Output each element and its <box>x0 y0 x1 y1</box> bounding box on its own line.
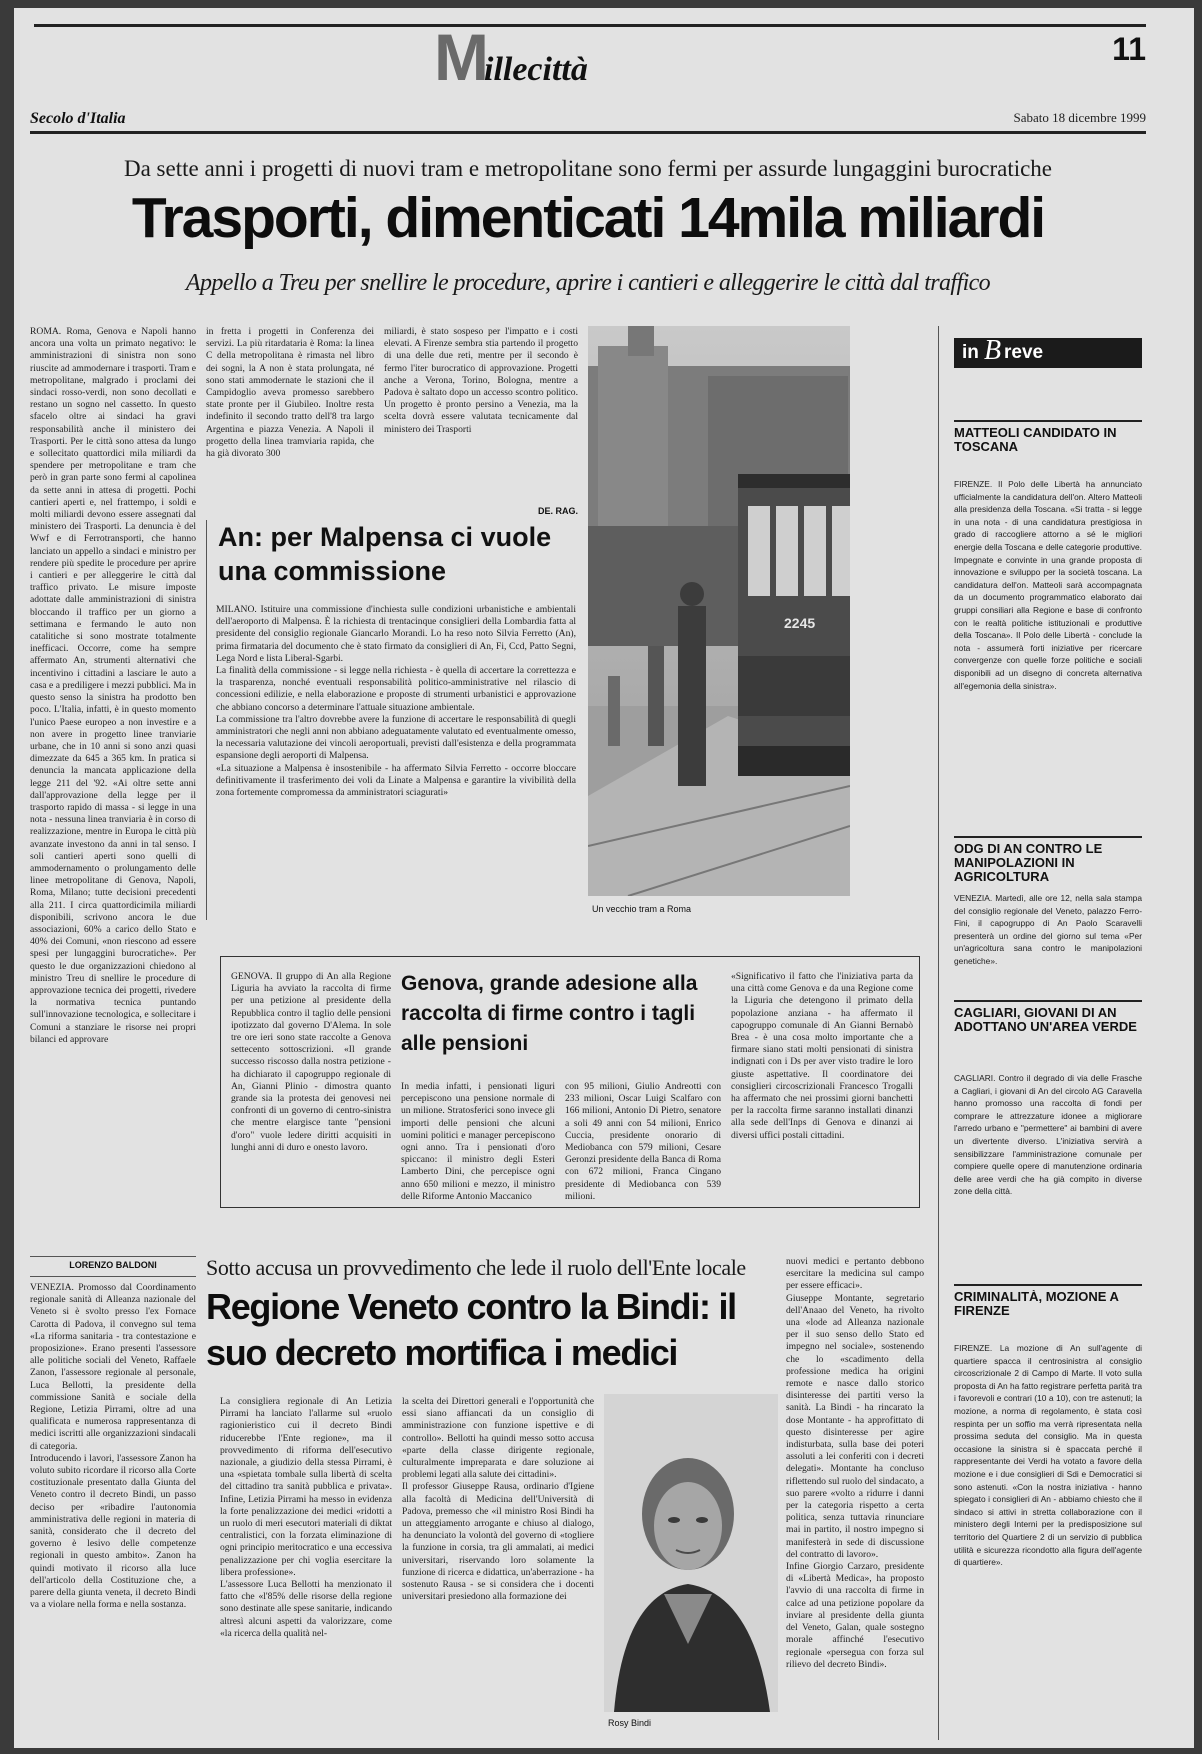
lead-byline: DE. RAG. <box>537 506 578 516</box>
tram-photo <box>588 326 850 896</box>
genova-col-1: GENOVA. Il gruppo di An alla Regione Liguria ha avviato la raccolta di firme per una petizione al presidente della Repubblica contro il taglio delle pensioni ipotizzato dal governo D'Alema. In sole tre ore ieri sono state raccolte a Genova settecento sottoscrizioni. «Il grande successo riscosso dalla nostra petizione - ha dichiarato il capogruppo regionale di An, Gianni Plinio - dimostra quanto grande sia la protesta dei genovesi nei confronti di un governo di centro-sinistra che mentre elargisce tante "pensioni d'oro" vuole ledere diritti acquisiti in lunghi anni di duro e onesto lavoro. <box>231 971 391 1153</box>
section-title-initial: M <box>434 30 489 92</box>
brief-2-body: VENEZIA. Martedì, alle ore 12, nella sala stampa del consiglio regionale del Veneto, palazzo Ferro-Fini, il capogruppo di An Paolo Scaravelli presenterà un ordine del giorno sul tema «Per un'agricoltura sana contro le manipolazioni genetiche». <box>954 893 1142 966</box>
top-rule <box>34 24 1146 27</box>
tram-caption: Un vecchio tram a Roma <box>592 904 692 914</box>
veneto-byline: LORENZO BALDONI <box>69 1260 157 1270</box>
lead-subhead: Appello a Treu per snellire le procedure, aprire i cantieri e alleggerire le città dal traffico <box>185 270 991 296</box>
malpensa-body: MILANO. Istituire una commissione d'inchiesta sulle condizioni urbanistiche e ambientali dell'aeroporto di Malpensa. È la richiesta di trentacinque consiglieri della Lombardia fatta al presidente del consiglio regionale Giancarlo Morandi. Lo ha reso noto Silvia Ferretto (An), prima firmataria del documento che è stato firmato da consiglieri di An, Fi, Ccd, Patto Segni, Lega Nord e lista Liberal-Sgarbi. La finalità della commissione - si legge nella richiesta - è quella di accertare la correttezza e la trasparenza, nonché eventuali responsabilità politico-amministrative nel rilascio di concessioni edilizie, e nella elaborazione e proposte di strumenti urbanistici e approvazione che abbiano concorso a determinare l'attuale situazione ambientale. La commissione tra l'altro dovrebbe avere la funzione di accertare le responsabilità di quegli amministratori che negli anni non abbiano adeguatamente valutato ed eventualmente omesso, la necessaria valutazione dei vincoli aeroportuali, previsti dall'esistenza e della programmata espansione degli aeroporti di Malpensa. «La situazione a Malpensa è insostenibile - ha affermato Silvia Ferretto - occorre bloccare definitivamente il trasferimento dei voli da Linate a Malpensa e garantire la vivibilità della zona fortemente compromessa da amministratori sciagurati» <box>216 604 576 799</box>
lead-col-1: ROMA. Roma, Genova e Napoli hanno ancora una volta un primato negativo: le amministrazioni di sinistra non sono riuscite ad ammodernare i trasporti. Tram e metropolitane, malgrado i proclami dei sindaci rosso-verdi, non sono decollati e restano un sogno nel cassetto. In questo sfacelo oltre ai sindaci ha gravi responsabilità anche il ministero dei Trasporti. Per le città sono attesa da lungo e sollecitato quattordici mila miliardi da spendere per metropolitane e tram che però in gran parte sono fermi al capolinea da sette anni in attesa di progetti. Pochi cantieri aperti e, nel frattempo, i soldi e molti miliardi devono essere assegnati dal ministero dei Trasporti. La denuncia è del Wwf e di Ferrotransporti, che hanno lanciato un appello a sindaci e ministro per rendere più spedite le procedure per aprire i cantieri e per alleggerire le città dal traffico privato. Le misure imposte adottate dalle amministrazioni di sinistra bloccando il traffico per un giorno a settimana e fermando le auto non catalitiche si sono mostrate totalmente inefficaci. Occorre, come ha sempre affermato An, strumenti alternativi che incentivino i cittadini a lasciare le auto a casa e a prediligere i mezzi pubblici. Ma in questo senso la sinistra ha prodotto ben poco. L'Italia, infatti, è in questo momento l'unico Paese europeo a non investire e a non avere in progetto linee tranviarie urbane, che in 10 anni si sono anzi quasi dimezzate da 645 a 365 km. In pratica si denuncia la mancata applicazione della legge 211 del '92. «Ai oltre sette anni dall'approvazione della legge per il trasporto rapido di massa - si legge in una nota - nessuna linea tranviaria è in corso di realizzazione, mentre in Europa le città più avanzate investono da anni in tal senso. I soli cantieri aperti sono quelli di ammodernamento o prolungamento delle linee metropolitane di Genova, Napoli, Roma, Milano; tutte decisioni precedenti alla 211. I circa quattordicimila miliardi disponibili, scrivono ancora le due associazioni, 60% a carico dello Stato e 40% dei Comuni, «non riescono ad essere spesi per lungaggini burocratiche». Per questo le due organizzazioni chiedono al ministro Treu di snellire le procedure di approvazione tecnica dei progetti, rivedere la normativa tecnica puntando sull'innovazione tecnologica, e sollecitare i Comuni a stanziare le risorse nei propri bilanci ed approvare <box>30 326 196 1045</box>
brief-3-body: CAGLIARI. Contro il degrado di via delle Frasche a Cagliari, i giovani di An del circolo AG Caravella hanno promosso una raccolta di fondi per comprare le attrezzature idonee a migliorare l'arredo urbano e "permettere" ai bambini di avere un divertente diverso. L'iniziativa servirà a sensibilizzare l'amministrazione comunale per compiere quelle opere di manutenzione ordinaria delle aree verdi che ha già compito in diverse zone della città. <box>954 1073 1142 1197</box>
genova-box <box>220 956 920 1208</box>
lead-kicker: Da sette anni i progetti di nuovi tram e metropolitane sono fermi per assurde lungaggini burocratiche <box>123 156 1053 181</box>
page-number: 11 <box>1112 31 1146 67</box>
tram-photo-image <box>588 326 850 896</box>
veneto-kicker: Sotto accusa un provvedimento che lede il ruolo dell'Ente locale <box>206 1255 746 1280</box>
issue-date: Sabato 18 dicembre 1999 <box>1013 110 1146 125</box>
brief-2-title: ODG DI AN CONTRO LE MANIPOLAZIONI IN AGRICOLTURA <box>954 842 1103 884</box>
malpensa-headline: An: per Malpensa ci vuole una commissione <box>218 522 552 586</box>
genova-col-2: In media infatti, i pensionati liguri percepiscono una pensione normale di un milione. Stratosferici sono invece gli importi delle pensioni che alcuni uomini politici e manager percepiscono ogni anno. Tra i pensionati d'oro spiccano: il ministro degli Esteri Lamberto Dini, che percepisce ogni anno 650 milioni e mezzo, il ministro delle Riforme Antonio Maccanico <box>401 1081 555 1202</box>
bindi-photo-image <box>604 1394 778 1712</box>
lead-col-2: in fretta i progetti in Conferenza dei servizi. La più ritardataria è Roma: la linea C della metropolitana è rimasta nel libro dei sogni, la A non è stata prolungata, né sono stati ammodernate le stazioni che il Campidoglio aveva promesso sarebbero state pronte per il Giubileo. Inoltre resta indefinito il secondo tratto dell'8 tra largo Argentina e piazza Venezia. A Napoli il progetto della linea tramviaria rapida, che ha già divorato 300 <box>206 326 374 460</box>
paper-name: Secolo d'Italia <box>30 110 126 127</box>
malpensa-left-rule <box>206 520 207 920</box>
section-title <box>434 30 774 92</box>
genova-headline: Genova, grande adesione alla raccolta di firme contro i tagli alle pensioni <box>401 972 698 1055</box>
section-title-rest: illecittà <box>484 51 588 88</box>
in-breve-rest: reve <box>1004 342 1044 363</box>
tram-number: 2245 <box>784 615 816 631</box>
veneto-byline-rule-top <box>30 1256 196 1257</box>
brief-1-rule <box>954 420 1142 422</box>
lead-col-3: miliardi, è stato sospeso per l'impatto e i costi elevati. A Firenze sembra stia partendo il progetto di una delle due reti, mentre per il secondo è fermo l'iter burocratico di approvazione. Progetti anche a Verona, Torino, Bologna, mentre a Padova è saltato dopo un accesso scontro politico. Un progetto è pronto persino a Venezia, ma la scelta dovrà essere valutata tecnicamente dal ministero dei Trasporti <box>384 326 578 435</box>
veneto-col-a: La consigliera regionale di An Letizia Pirrami ha lanciato l'allarme sul «ruolo ragionieristico cui il decreto Bindi riducerebbe l'Ente regione», ma il provvedimento di riforma dell'esecutivo nazionale, a giudizio della stessa Pirrami, è una «spietata tombale sulla libertà di scelta del cittadino tra sanità pubblica e privata». Infine, Letizia Pirrami ha messo in evidenza la forte penalizzazione dei medici «ridotti a un ruolo di meri esecutori materiali di diktat centralistici, con la forzata eliminazione di ogni principio meritocratico e una eccessiva penalizzazione per chi voglia esercitare la libera professione». L'assessore Luca Bellotti ha menzionato il fatto che «l'85% delle risorse della regione sono destinate alle spese sanitarie, indicando altresì alcuni aspetti da valorizzare, come «la ricerca della qualità nel- <box>220 1396 392 1639</box>
in-breve-in: in <box>962 342 979 363</box>
veneto-col-c: nuovi medici e pertanto debbono esercitare la medicina sul campo per essere efficaci». Giuseppe Montante, segretario dell'Anaao del Veneto, ha rivolto una «lode ad Alleanza nazionale per il suo senso dello Stato ed impegno nel sociale», sostenendo che lo «scadimento della professione medica ha origini remote e nasce dallo storico disinteresse dei partiti verso la sanità. La Bindi - ha rincarato la dose Montante - ha approfittato di questo disinteresse per agire indisturbata, sulla base dei poteri assoluti a lei conferiti con i decreti delegati». Montante ha concluso riflettendo sul ruolo del sindacato, a suo parere «volto a ridurre i danni per la categoria rispetto a certa politica, senza tuttavia rinunciare mai in partito, il nostro impegno si manifesterà in sede di discussione del contratto di lavoro». Infine Giorgio Carzaro, presidente di «Libertà Medica», ha proposto l'avvio di una raccolta di firme in calce ad una petizione popolare da inviare al presidente della giunta del Veneto, Galan, quale sostegno morale affinché l'esecutivo regionale «persegua con forza sul rilievo del decreto Bindi». <box>786 1256 924 1670</box>
brief-4-body: FIRENZE. La mozione di An sull'agente di quartiere spacca il centrosinistra al consiglio circoscrizionale 2 di Campo di Marte. Il voto sulla proposta di An ha fatto registrare perfetta parità tra i favorevoli e contrari (10 a 10), con tre astenuti; la mozione, a norma di regolamento, è stata così respinta per un soffio ma verrà ripresentata nella prossima seduta del consiglio. Ma in questa occasione la sinistra si è spaccata perché il rappresentante dei Verdi ha votato a favore della mozione e i due consiglieri di Sdi e Democratici si sono astenuti. «Con la nostra iniziativa - hanno spiegato i consiglieri di An - abbiamo chiesto che il sindaco si attivi in stretta collaborazione con il ministero degli Interni per la predisposizione sul territorio del Quartiere 2 di un servizio di pubblica utilità e sicurezza ricondotto alla figura dell'agente di quartiere». <box>954 1343 1142 1568</box>
genova-col-4: «Significativo il fatto che l'iniziativa parta da una città come Genova e da una Regione come la Liguria che detengono il primato della popolazione anziana - ha affermato il capogruppo comunale di An Gianni Bernabò Brea - è una cosa molto importante che a firmare siano stati molti pensionati di sinistra indignati con i Ds per aver visto tradire le loro giuste aspettative. Il coordinatore dei consiglieri circoscrizionali Francesco Trogalli ha affermato che nei prossimi giorni banchetti per la raccolta firme saranno installati dinanzi alla sede dell'Inps di Genova e dinanzi ai diversi uffici postali cittadini. <box>731 971 913 1141</box>
in-breve-banner <box>954 338 1142 368</box>
brief-1-title: MATTEOLI CANDIDATO IN TOSCANA <box>954 426 1117 454</box>
brief-4-rule <box>954 1284 1142 1286</box>
newspaper-page <box>14 8 1194 1748</box>
lead-headline: Trasporti, dimenticati 14mila miliardi <box>131 186 1045 250</box>
brief-1-body: FIRENZE. Il Polo delle Libertà ha annunciato ufficialmente la candidatura dell'on. Altero Matteoli alla presidenza della Toscana. «Si tratta - si legge in una nota - di una candidatura prestigiosa in grado di raccogliere attorno a sé le migliori energie della Toscana e delle categorie produttive. Impegnate e convinte in una grande proposta di innovazione e sviluppo per la società toscana. La candidatura dell'on. Matteoli sarà accompagnata da un documento programmatico elaborato dai gruppi consiliari alla Regione e base di confronto con le realtà politiche istituzionali e produttive della Toscana». Il Polo delle Libertà - conclude la nota - assumerà forti iniziative per ricercare convergenze con quelle forze politiche e sociali disponibili ad un disegno di concreta alternativa all'egemonia della sinistra». <box>954 479 1142 691</box>
veneto-headline: Regione Veneto contro la Bindi: il suo decreto mortifica i medici <box>206 1286 736 1373</box>
genova-col-3: con 95 milioni, Giulio Andreotti con 233 milioni, Oscar Luigi Scalfaro con 166 milioni, Antonio Di Pietro, senatore a soli 49 anni con 54 milioni, Enrico Cuccia, presidente onorario di Mediobanca con 579 milioni, Cesare Geronzi presidente della Banca di Roma con 672 milioni, Franca Cingano presidente di Mediobanca con 539 milioni. <box>565 1081 721 1202</box>
brief-3-title: CAGLIARI, GIOVANI DI AN ADOTTANO UN'AREA VERDE <box>954 1006 1137 1034</box>
veneto-byline-rule-bottom <box>30 1276 196 1277</box>
masthead-rule <box>30 131 1146 134</box>
brief-2-rule <box>954 836 1142 838</box>
brief-3-rule <box>954 1000 1142 1002</box>
brief-4-title: CRIMINALITÀ, MOZIONE A FIRENZE <box>954 1290 1119 1318</box>
veneto-col-b: la scelta dei Direttori generali e l'opportunità che essi siano affiancati da un consiglio di amministrazione con funzione ispettive e di controllo». Bellotti ha quindi messo sotto accusa «parte della classe dirigente regionale, culturalmente impreparata e dare soluzione ai problemi legati alla salute dei cittadini». Il professor Giuseppe Rausa, ordinario d'Igiene alla facoltà di Medicina dell'Università di Padova, premesso che «il ministro Rosi Bindi ha un atteggiamento arrogante e chiuso al dialogo, ha denunciato la volontà del governo di «togliere la funzione in corsia, tra gli ammalati, ai medici universitari, riservando loro solamente la funzione di ricerca e didattica, un'aberrazione - ha sostenuto Rausa - se si considera che i docenti universitari presiedono alla formazione dei <box>402 1396 594 1603</box>
bindi-caption: Rosy Bindi <box>608 1718 652 1728</box>
brief-column-rule <box>938 326 939 1740</box>
bindi-photo <box>604 1394 778 1712</box>
in-breve-b: B <box>984 338 1002 366</box>
veneto-col-left: VENEZIA. Promosso dal Coordinamento regionale sanità di Alleanza nazionale del Veneto si è svolto presso l'ex Fornace Carotta di Padova, il convegno sul tema «La riforma sanitaria - tra contestazione e proposizione». Erano presenti l'assessore alle politiche sociali del Veneto, Raffaele Zanon, l'assessore regionale al personale, Luca Bellotti, la presidente della commissione Sanità e sociale della Regione, Letizia Pirrami, oltre ad una qualificata e numerosa rappresentanza di medici iscritti alle organizzazioni sindacali di categoria. Introducendo i lavori, l'assessore Zanon ha voluto subito ricordare il ricorso alla Corte costituzionale presentato dalla Giunta del Veneto contro il decreto Bindi, un passo deciso per «ribadire l'autonomia amministrativa delle regioni in materia di sanità, considerato che il decreto del governo è lesivo delle competenze regionali in questo ambito». Zanon ha quindi motivato il ricorso alla luce dell'articolo della Costituzione che, a parere della giunta veneta, il decreto Bindi va a violare nella forma e nella sostanza. <box>30 1282 196 1611</box>
